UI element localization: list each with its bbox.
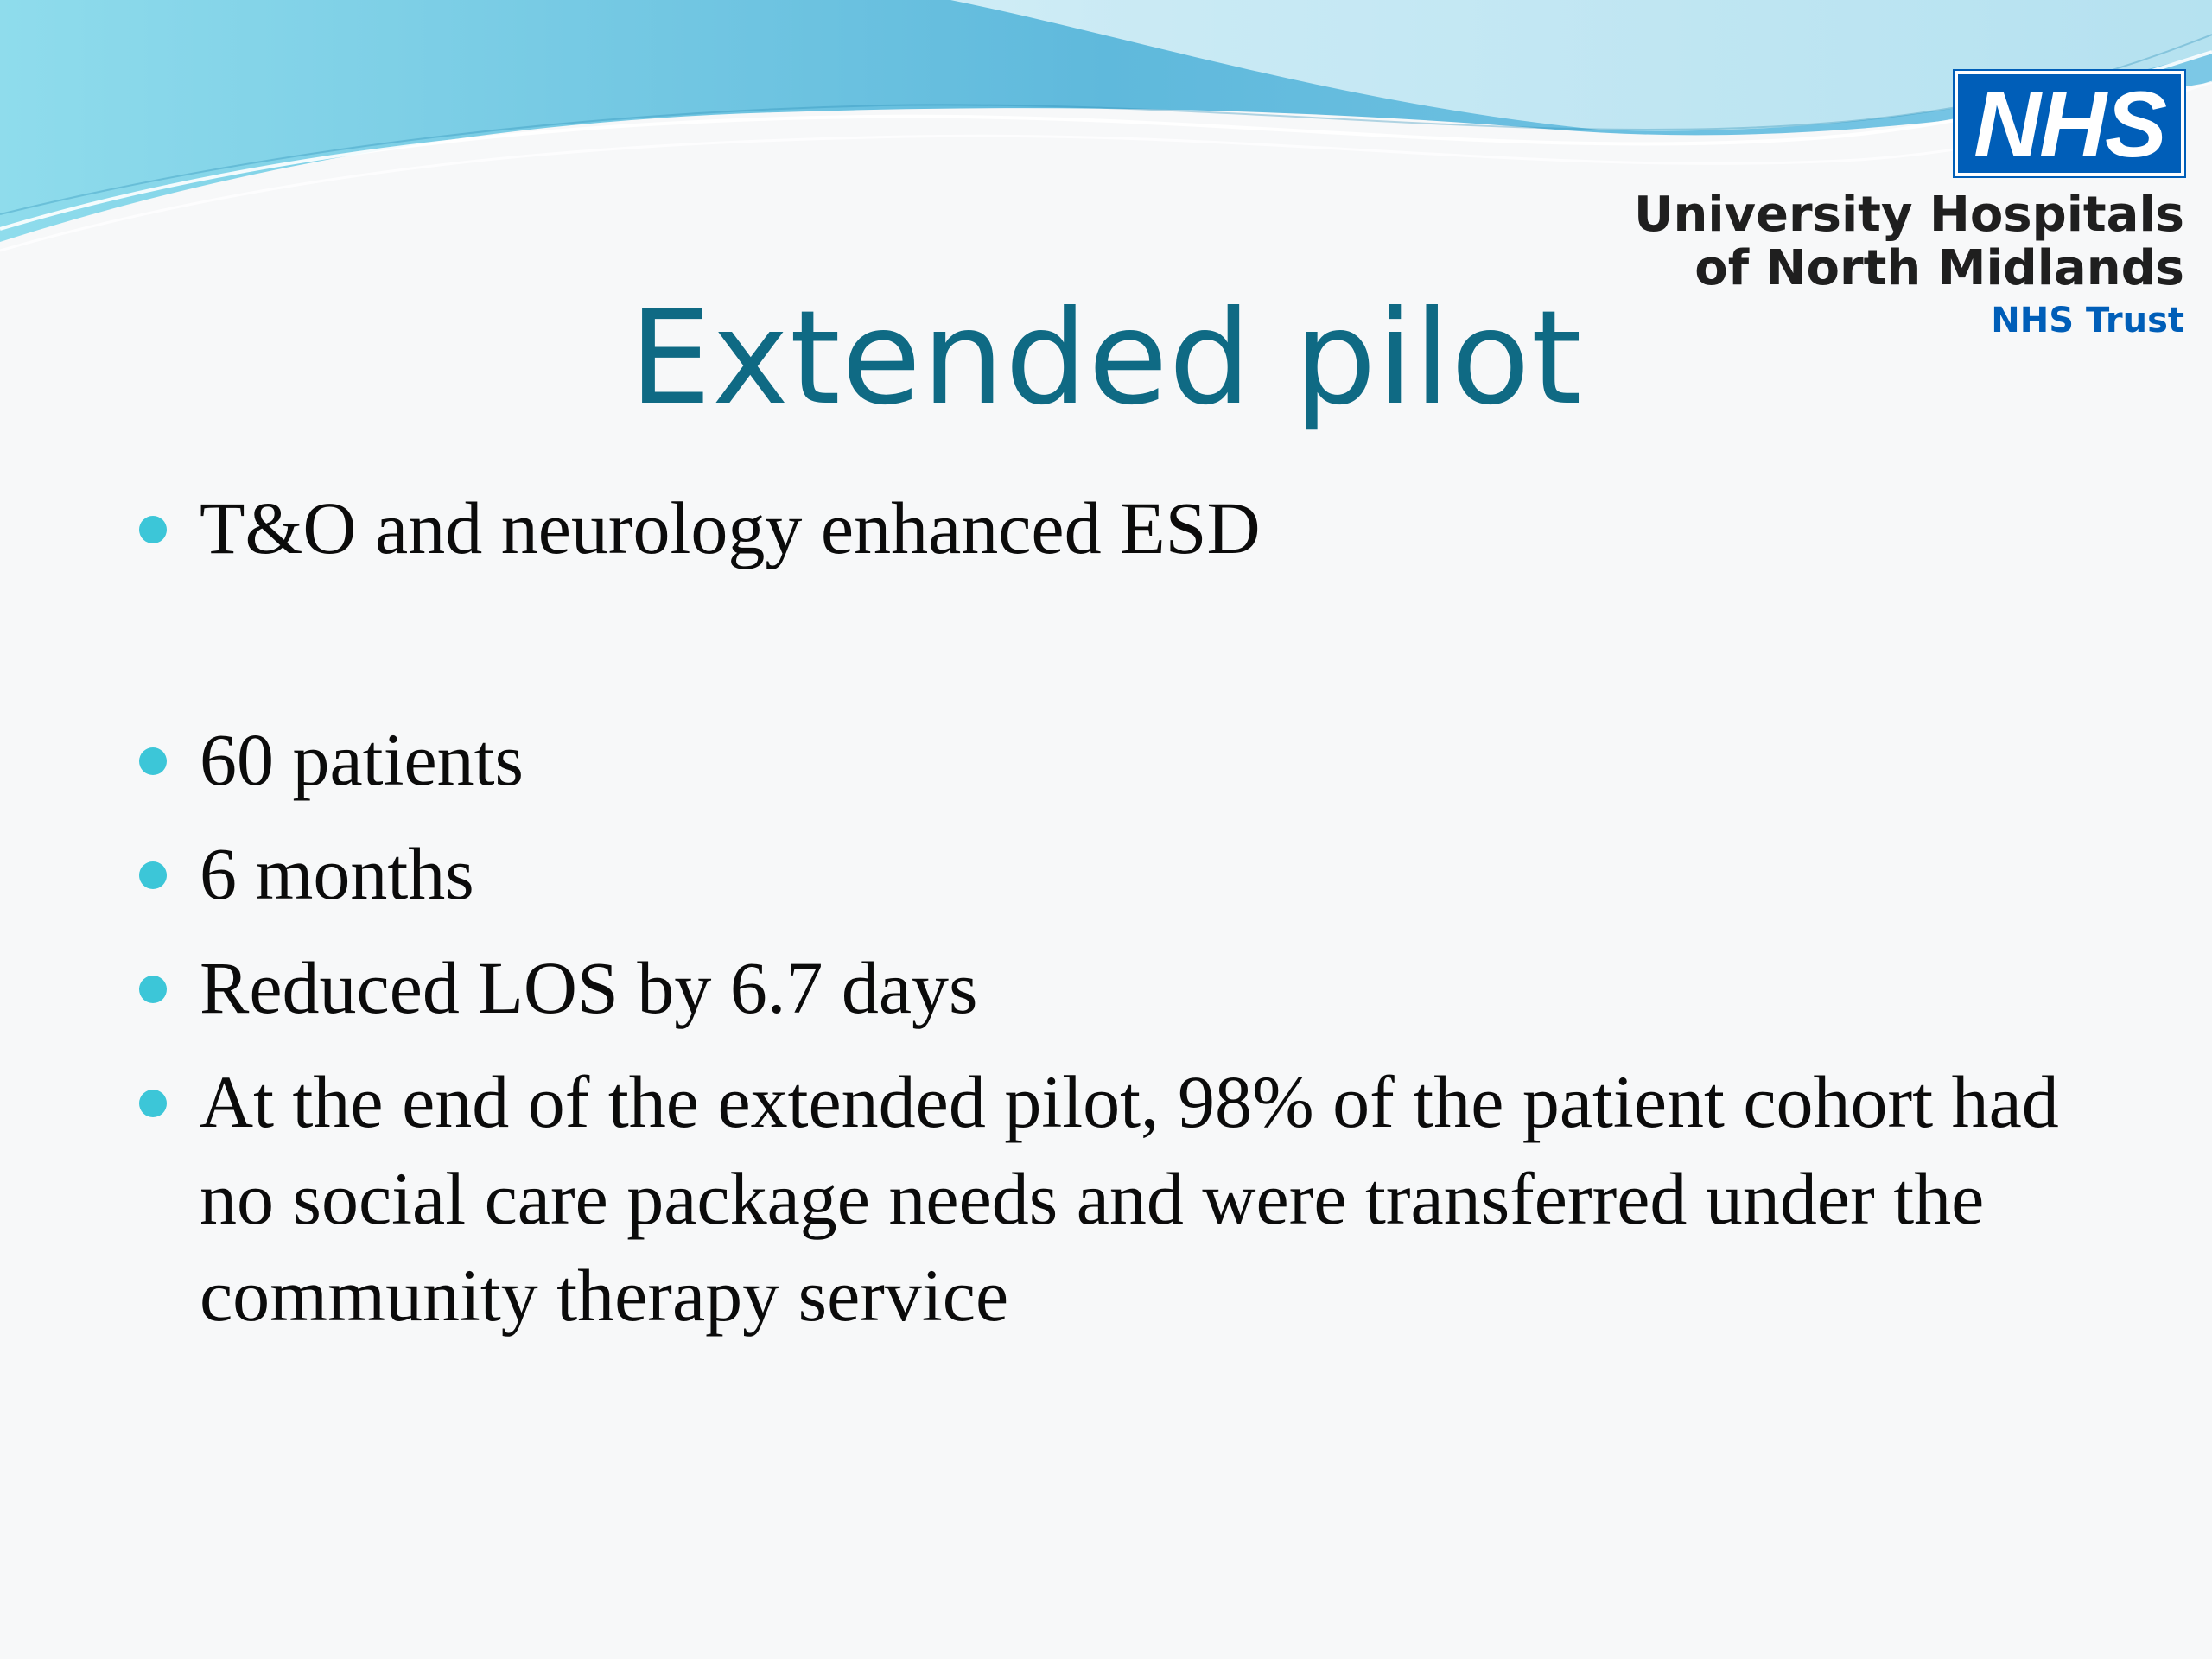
bullet-icon (139, 747, 167, 775)
slide-title: Extended pilot (629, 283, 1583, 434)
bullet-text: 6 months (200, 832, 474, 915)
bullet-text: Reduced LOS by 6.7 days (200, 946, 978, 1029)
bullet-text: 60 patients (200, 718, 524, 801)
bullet-item (134, 480, 2087, 576)
bullet-icon (139, 516, 167, 543)
org-name-line-2: of North Midlands (1694, 240, 2184, 296)
bullet-icon (139, 1090, 167, 1117)
bullet-item (134, 711, 2087, 808)
org-name-line-1: University Hospitals (1634, 187, 2184, 243)
trust-label: NHS Trust (1991, 301, 2184, 340)
bullet-icon (139, 861, 167, 889)
bullet-list (134, 480, 2087, 1344)
bullet-item (134, 825, 2087, 922)
bullet-item (134, 1053, 2087, 1344)
bullet-text: T&O and neurology enhanced ESD (200, 486, 1261, 569)
bullet-text: At the end of the extended pilot, 98% of the patient cohort had no social care package needs and were transferred under the community therapy service (200, 1060, 2059, 1337)
nhs-mark: NHS (1955, 71, 2184, 176)
bullet-item (134, 939, 2087, 1036)
bullet-icon (139, 976, 167, 1003)
